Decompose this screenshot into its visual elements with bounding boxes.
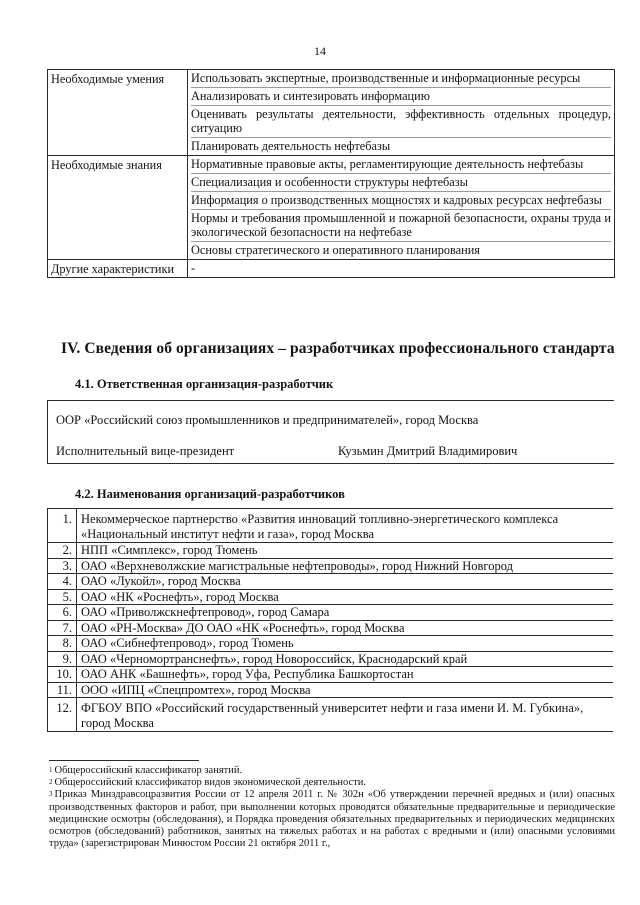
- table-row: [48, 589, 614, 605]
- table-row: [48, 667, 614, 683]
- row-items: [188, 70, 615, 156]
- footnote: [49, 777, 615, 789]
- org-cell: ОАО «Сибнефтепровод», город Тюмень: [77, 636, 614, 652]
- table-row: [48, 698, 614, 732]
- org-cell: ОАО «Верхневолжские магистральные нефтепроводы», город Нижний Новгород: [77, 558, 614, 574]
- org-cell: ОАО АНК «Башнефть», город Уфа, Республика Башкортостан: [77, 667, 614, 683]
- footnote-text: Общероссийский классификатор занятий.: [54, 765, 243, 776]
- row-number: 1.: [48, 509, 77, 543]
- footnote-mark: 2: [49, 778, 53, 787]
- table-row: [48, 543, 614, 559]
- footnote: [49, 765, 615, 777]
- list-item: Анализировать и синтезировать информацию: [191, 88, 611, 106]
- footnote-text: Общероссийский классификатор видов экономической деятельности.: [54, 777, 367, 789]
- row-items: [188, 156, 615, 260]
- requirements-row-other: [48, 260, 615, 278]
- table-row: [48, 636, 614, 652]
- list-item: Планировать деятельность нефтебазы: [191, 139, 391, 153]
- subsection-title: 4.2. Наименования организаций-разработчиков: [75, 487, 345, 501]
- row-label: Необходимые знания: [48, 156, 188, 260]
- row-number: 10.: [48, 667, 77, 683]
- list-item: Информация о производственных мощностях и кадровых ресурсах нефтебазы: [191, 192, 611, 210]
- row-number: 5.: [48, 589, 77, 605]
- table-row: [48, 574, 614, 590]
- row-label: Другие характеристики: [48, 260, 188, 278]
- list-item: Основы стратегического и оперативного планирования: [191, 243, 480, 257]
- list-item: Использовать экспертные, производственные и информационные ресурсы: [191, 70, 611, 88]
- table-row: [48, 605, 614, 621]
- org-cell: ОАО «РН-Москва» ДО ОАО «НК «Роснефть», город Москва: [77, 620, 614, 636]
- org-cell: ОАО «Черномортранснефть», город Новороссийск, Краснодарский край: [77, 651, 614, 667]
- org-cell: Некоммерческое партнерство «Развития инноваций топливно-энергетического комплекса «Национальный институт нефти и газа», город Москва: [77, 509, 614, 543]
- table-row: [48, 651, 614, 667]
- row-number: 8.: [48, 636, 77, 652]
- page-number: 14: [314, 44, 326, 58]
- list-item: Специализация и особенности структуры нефтебазы: [191, 174, 611, 192]
- row-number: 9.: [48, 651, 77, 667]
- row-number: 4.: [48, 574, 77, 590]
- row-number: 6.: [48, 605, 77, 621]
- row-label: Необходимые умения: [48, 70, 188, 156]
- org-cell: ОАО «Лукойл», город Москва: [77, 574, 614, 590]
- footnote-mark: 3: [49, 790, 53, 799]
- org-cell: ОАО «Приволжскнефтепровод», город Самара: [77, 605, 614, 621]
- list-item: Нормативные правовые акты, регламентирующие деятельность нефтебазы: [191, 156, 611, 174]
- footnote: [49, 789, 615, 850]
- section-title: IV. Сведения об организациях – разработчиках профессионального стандарта: [61, 340, 615, 357]
- org-name: ООР «Российский союз промышленников и предпринимателей», город Москва: [56, 413, 479, 427]
- row-items: [188, 260, 615, 278]
- list-item: Нормы и требования промышленной и пожарной безопасности, охраны труда и экологической безопасности на нефтебазе: [191, 210, 611, 242]
- org-cell: ОАО «НК «Роснефть», город Москва: [77, 589, 614, 605]
- developers-table: [47, 508, 613, 732]
- row-number: 2.: [48, 543, 77, 559]
- subsection-title: 4.1. Ответственная организация-разработчик: [75, 377, 334, 391]
- footnote-divider: [49, 760, 199, 761]
- requirements-row-skills: [48, 70, 615, 156]
- table-row: [48, 509, 614, 543]
- row-number: 3.: [48, 558, 77, 574]
- row-number: 11.: [48, 682, 77, 698]
- list-item: -: [191, 261, 196, 275]
- org-position: Исполнительный вице-президент: [56, 444, 235, 458]
- footnote-text: Приказ Минздравсоцразвития России от 12 апреля 2011 г. № 302н «Об утверждении перечней вредных и (или) опасных производственных факторов и работ, при выполнении которых проводятся обязательные предварительные и периодические медицинские осмотры (обследования), и Порядка проведения обязательных предварительных и периодических медицинских осмотров (обследований) работников, занятых на тяжелых работах и на работах с вредными и (или) опасными условиями труда» (зарегистрирован Минюстом России 21 октября 2011 г.,: [49, 789, 615, 850]
- row-number: 7.: [48, 620, 77, 636]
- table-row: [48, 558, 614, 574]
- org-person: Кузьмин Дмитрий Владимирович: [338, 444, 518, 458]
- requirements-table: [47, 69, 615, 278]
- responsible-org-box: [47, 400, 614, 464]
- org-cell: ФГБОУ ВПО «Российский государственный университет нефти и газа имени И. М. Губкина», город Москва: [77, 698, 614, 732]
- org-cell: ООО «ИПЦ «Спецпромтех», город Москва: [77, 682, 614, 698]
- row-number: 12.: [48, 698, 77, 732]
- org-cell: НПП «Симплекс», город Тюмень: [77, 543, 614, 559]
- footnotes: [49, 765, 615, 850]
- footnote-mark: 1: [49, 766, 53, 774]
- list-item: Оценивать результаты деятельности, эффективность отдельных процедур, ситуацию: [191, 106, 611, 138]
- requirements-row-knowledge: [48, 156, 615, 260]
- table-row: [48, 620, 614, 636]
- table-row: [48, 682, 614, 698]
